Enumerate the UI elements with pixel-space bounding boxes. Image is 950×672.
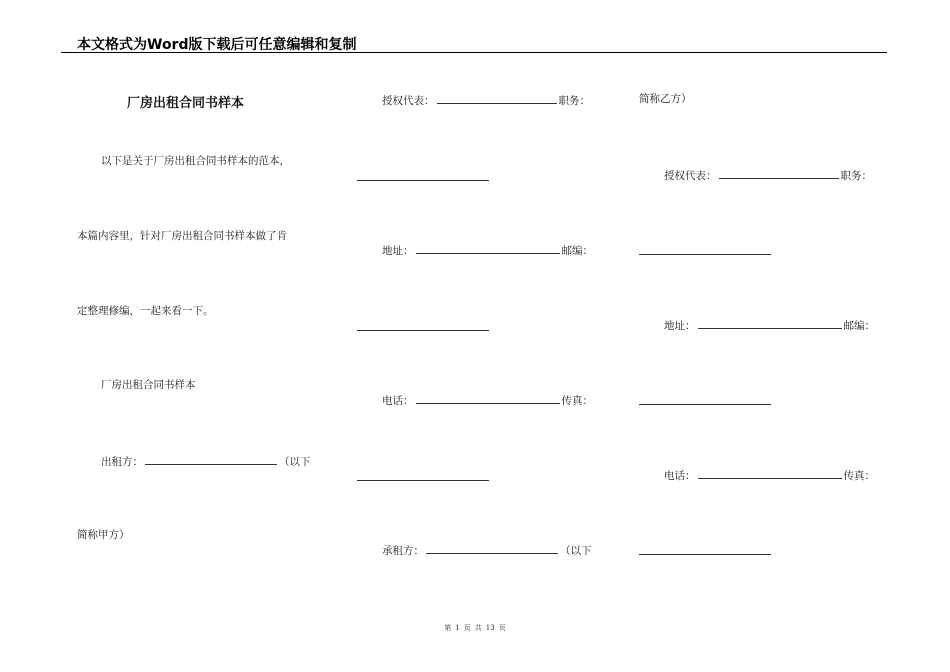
col2-phone-row [382, 392, 593, 408]
subtitle-line: 厂房出租合同书样本 [101, 379, 196, 391]
page-footer [0, 623, 950, 633]
postcode-label: 邮编： [843, 320, 875, 332]
address-blank[interactable] [416, 242, 560, 254]
document-header: 本文格式为Word版下载后可任意编辑和复制 [77, 37, 357, 53]
lessor-row [101, 453, 311, 469]
rep-blank[interactable] [719, 167, 839, 179]
total-pages: 13 [485, 624, 495, 632]
position-label: 职务： [840, 170, 872, 182]
rep-label: 授权代表： [382, 95, 435, 107]
col3-phone-row [664, 467, 875, 483]
blank-line[interactable] [639, 554, 771, 555]
header-rule [61, 52, 887, 53]
postcode-label: 邮编： [561, 245, 593, 257]
lessee-label: 承租方： [382, 545, 424, 557]
address-label: 地址： [664, 320, 696, 332]
position-label: 职务： [558, 95, 590, 107]
phone-label: 电话： [382, 395, 414, 407]
col3-rep-row [664, 167, 872, 183]
col2-rep-row [382, 92, 590, 108]
lessor-suffix: （以下 [279, 456, 311, 468]
total-word: 共 [474, 624, 482, 632]
lessee-suffix: （以下 [560, 545, 592, 557]
total-unit: 页 [498, 624, 506, 632]
blank-line[interactable] [357, 180, 489, 181]
blank-line[interactable] [639, 254, 771, 255]
lessee-blank[interactable] [426, 542, 558, 554]
fax-label: 传真： [843, 470, 875, 482]
page-unit: 页 [463, 624, 471, 632]
col3-address-row [664, 317, 875, 333]
rep-label: 授权代表： [664, 170, 717, 182]
lessor-abbrev: 简称甲方） [77, 529, 130, 541]
address-label: 地址： [382, 245, 414, 257]
intro-line-3: 定整理修编，一起来看一下。 [77, 305, 214, 317]
blank-line[interactable] [357, 330, 489, 331]
blank-line[interactable] [357, 480, 489, 481]
rep-blank[interactable] [437, 92, 557, 104]
lessor-label: 出租方： [101, 456, 143, 468]
address-blank[interactable] [698, 317, 842, 329]
intro-line-1: 以下是关于厂房出租合同书样本的范本， [101, 155, 290, 167]
phone-label: 电话： [664, 470, 696, 482]
phone-blank[interactable] [698, 467, 842, 479]
blank-line[interactable] [639, 404, 771, 405]
lessee-abbrev: 简称乙方） [639, 93, 692, 105]
fax-label: 传真： [561, 395, 593, 407]
page-number: 1 [455, 624, 460, 632]
lessor-blank[interactable] [145, 453, 277, 465]
doc-title: 厂房出租合同书样本 [127, 96, 245, 111]
col2-address-row [382, 242, 593, 258]
intro-line-2: 本篇内容里，针对厂房出租合同书样本做了肯 [77, 230, 287, 242]
page-word: 第 [444, 624, 452, 632]
col2-lessee-row [382, 542, 592, 558]
phone-blank[interactable] [416, 392, 560, 404]
